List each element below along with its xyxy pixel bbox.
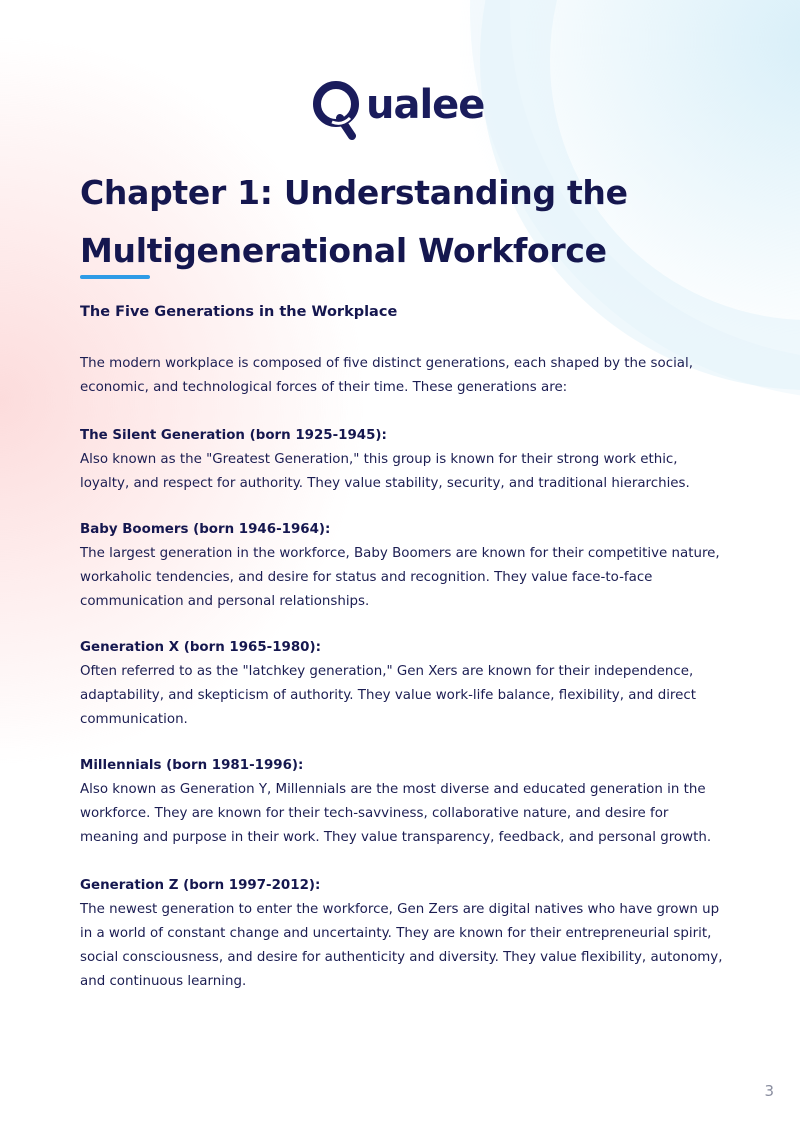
generation-description: Also known as Generation Y, Millennials are the most diverse and educated generation in the workforce. They are known for their tech-savviness, collaborative nature, and desire for meaning and purpose in their work. They value transparency, feedback, and personal growth. (80, 782, 712, 845)
chapter-title-line-1: Chapter 1: Understanding the (80, 173, 628, 212)
chapter-title (80, 164, 700, 280)
section-heading: The Five Generations in the Workplace (80, 304, 398, 320)
logo-text (312, 78, 316, 79)
generation-heading: Baby Boomers (born 1946-1964): (80, 522, 331, 537)
generation-description: Often referred to as the "latchkey generation," Gen Xers are known for their independence, adaptability, and skepticism of authority. They value work-life balance, flexibility, and direct communication. (80, 664, 696, 727)
qualee-logo (312, 78, 492, 144)
generation-description: Also known as the "Greatest Generation," this group is known for their strong work ethic, loyalty, and respect for authority. They value stability, security, and traditional hierarchies. (80, 452, 690, 491)
generation-description: The largest generation in the workforce, Baby Boomers are known for their competitive nature, workaholic tendencies, and desire for status and recognition. They value face-to-face communication and personal relationships. (80, 546, 720, 609)
title-accent-bar (80, 275, 150, 279)
generation-silent (80, 424, 730, 496)
generation-description: The newest generation to enter the workforce, Gen Zers are digital natives who have grown up in a world of constant change and uncertainty. They are known for their entrepreneurial spirit, social consciousness, and desire for authenticity and diversity. They value flexibility, autonomy, and continuous learning. (80, 902, 723, 989)
generation-heading: Generation Z (born 1997-2012): (80, 878, 321, 893)
generation-heading: The Silent Generation (born 1925-1945): (80, 428, 387, 443)
generation-boomers (80, 518, 730, 614)
generation-heading: Millennials (born 1981-1996): (80, 758, 304, 773)
generation-x (80, 636, 730, 732)
svg-text:ualee: ualee (366, 82, 485, 128)
generation-millennials (80, 754, 730, 850)
generation-z (80, 874, 730, 994)
page-number: 3 (764, 1082, 774, 1100)
qualee-logo-mark (312, 78, 492, 144)
chapter-title-line-2: Multigenerational Workforce (80, 231, 607, 270)
generation-heading: Generation X (born 1965-1980): (80, 640, 321, 655)
section-intro: The modern workplace is composed of five distinct generations, each shaped by the social, economic, and technological forces of their time. These generations are: (80, 356, 693, 395)
